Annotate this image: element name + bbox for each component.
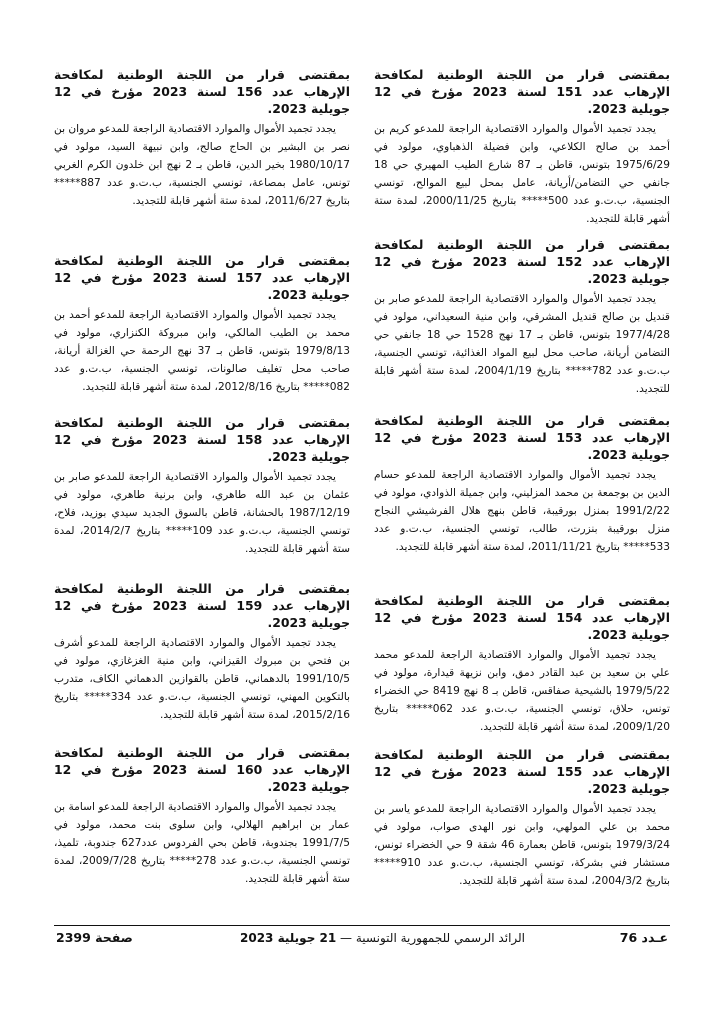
decision-body: يجدد تجميد الأموال والموارد الاقتصادية الراجعة للمدعو محمد علي بن سعيد بن عبد القادر دمق، وابن نزيهة قيدارة، مولود في 1979/5/22 بالشيحية صفاقس، قاطن بـ 8 نهج 8419 حي الخضراء تونس، حلاق، تونسي الجنسية، ب.ت.و عدد 062***** بتاريخ 2009/1/20، لمدة ستة أشهر قابلة للتجديد.	[374, 649, 670, 733]
decision-heading: بمقتضى قرار من اللجنة الوطنية لمكافحة الإرهاب عدد 154 لسنة 2023 مؤرخ في 12 جويلية 2023.	[374, 593, 671, 642]
decision-body: يجدد تجميد الأموال والموارد الاقتصادية الراجعة للمدعو كريم بن أحمد بن صالح الكلاعي، وابن فضيلة الذهباوي، مولود في 1975/6/29 بتونس، قاطن بـ 87 شارع الطيب المهيري حي 18 جانفي حي التضامن/أريانة، عامل بمحل لبيع الموالح، تونسي الجنسية، ب.ت.و عدد 500***** بتاريخ 2000/11/25، لمدة ستة أشهر قابلة للتجديد.	[374, 123, 670, 225]
decision-155	[374, 746, 670, 886]
decision-156	[54, 66, 350, 252]
decision-body: يجدد تجميد الأموال والموارد الاقتصادية الراجعة للمدعو ياسر بن محمد بن علي المولهي، وابن نور الهدى صواب، مولود في 1979/3/24 بتونس، قاطن بعمارة 46 شقة 9 حي الخضراء تونس، مستشار فني بشركة، تونسي الجنسية، ب.ت.و عدد 910***** بتاريخ 2004/3/2، لمدة ستة أشهر قابلة للتجديد.	[374, 803, 671, 887]
decision-159	[54, 580, 350, 744]
decision-heading: بمقتضى قرار من اللجنة الوطنية لمكافحة الإرهاب عدد 160 لسنة 2023 مؤرخ في 12 جويلية 2023.	[54, 745, 351, 794]
decision-body: يجدد تجميد الأموال والموارد الاقتصادية الراجعة للمدعو أشرف بن فتحي بن مبروك القيزاني، وابن منية الغزغازي، مولود في 1991/10/5 بالدهماني، قاطن بالقوازين الدهماني الكاف، متدرب بالتكوين المهني، تونسي الجنسية، ب.ت.و عدد 334***** بتاريخ 2015/2/16، لمدة ستة أشهر قابلة للتجديد.	[54, 637, 350, 721]
decision-heading: بمقتضى قرار من اللجنة الوطنية لمكافحة الإرهاب عدد 157 لسنة 2023 مؤرخ في 12 جويلية 2023.	[54, 253, 351, 302]
decision-158	[54, 414, 350, 580]
decision-154	[374, 592, 670, 746]
footer-publication-title	[240, 930, 525, 946]
decision-body: يجدد تجميد الأموال والموارد الاقتصادية الراجعة للمدعو مروان بن نصر بن البشير بن الحاج صالح، وابن نبيهة السيد، مولود في 1980/10/17 بخير الدين، قاطن بـ 2 نهج ابن خلدون الكرم الغربي تونس، عامل بمصاعة، تونسي الجنسية، ب.ت.و عدد 887***** بتاريخ 2011/6/27، لمدة ستة أشهر قابلة للتجديد.	[54, 123, 351, 207]
decision-heading: بمقتضى قرار من اللجنة الوطنية لمكافحة الإرهاب عدد 155 لسنة 2023 مؤرخ في 12 جويلية 2023.	[374, 747, 671, 796]
decision-heading: بمقتضى قرار من اللجنة الوطنية لمكافحة الإرهاب عدد 153 لسنة 2023 مؤرخ في 12 جويلية 2023.	[374, 413, 671, 462]
footer-date: 21 جويلية 2023	[240, 931, 337, 945]
decision-157	[54, 252, 350, 414]
decision-body: يجدد تجميد الأموال والموارد الاقتصادية الراجعة للمدعو حسام الدين بن بوجمعة بن محمد المزليني، وابن جميلة الذوادي، مولود في 1991/2/22 بمنزل بورقيبة، قاطن بنهج هلال الفرشيشي النجاح منزل بورقيبة بنزرت، طالب، تونسي الجنسية، ب.ت.و عدد 533***** بتاريخ 2011/11/21، لمدة ستة أشهر قابلة للتجديد.	[374, 469, 670, 553]
decision-body: يجدد تجميد الأموال والموارد الاقتصادية الراجعة للمدعو صابر بن قنديل بن صالح قنديل المشرقي، وابن منية السعيداني، مولود في 1977/4/28 بتونس، قاطن بـ 17 نهج 1528 حي 18 جانفي حي التضامن أريانة، صاحب محل لبيع المواد الغذائية، تونسي الجنسية، ب.ت.و عدد 782***** بتاريخ 2004/1/19، لمدة ستة أشهر قابلة للتجديد.	[374, 293, 670, 395]
decision-heading: بمقتضى قرار من اللجنة الوطنية لمكافحة الإرهاب عدد 156 لسنة 2023 مؤرخ في 12 جويلية 2023.	[54, 67, 351, 116]
footer-divider	[54, 925, 670, 926]
decision-body: يجدد تجميد الأموال والموارد الاقتصادية الراجعة للمدعو صابر بن عثمان بن عبد الله طاهري، وابن برنية طاهري، مولود في 1987/12/19 بالحشانة، قاطن بالسوق الجديد سيدي بوزيد، فلاح، تونسي الجنسية، ب.ت.و عدد 109***** بتاريخ 2014/2/7، لمدة ستة أشهر قابلة للتجديد.	[54, 471, 351, 555]
decision-body: يجدد تجميد الأموال والموارد الاقتصادية الراجعة للمدعو أحمد بن محمد بن الطيب المالكي، وابن مبروكة الكنزاري، مولود في 1979/8/13 بتونس، قاطن بـ 37 نهج الرحمة حي الغزالة أريانة، صاحب محل تغليف صالونات، تونسي الجنسية، ب.ت.و عدد 082***** بتاريخ 2012/8/16، لمدة ستة أشهر قابلة للتجديد.	[54, 309, 351, 393]
decision-body: يجدد تجميد الأموال والموارد الاقتصادية الراجعة للمدعو اسامة بن عمار بن ابراهيم الهلالي، وابن سلوى بنت محمد، مولود في 1991/7/5 بجندوبة، قاطن بحي الفردوس عدد627 جندوبة، تلميذ، تونسي الجنسية، ب.ت.و عدد 278***** بتاريخ 2009/7/28، لمدة ستة أشهر قابلة للتجديد.	[54, 801, 350, 885]
decision-153	[374, 412, 670, 592]
footer-publication-name: الرائد الرسمي للجمهورية التونسية —	[340, 931, 526, 945]
decision-151	[374, 66, 670, 236]
footer-issue-number: عـدد 76	[619, 930, 668, 945]
decision-heading: بمقتضى قرار من اللجنة الوطنية لمكافحة الإرهاب عدد 158 لسنة 2023 مؤرخ في 12 جويلية 2023.	[54, 415, 351, 464]
decision-152	[374, 236, 670, 412]
decision-heading: بمقتضى قرار من اللجنة الوطنية لمكافحة الإرهاب عدد 152 لسنة 2023 مؤرخ في 12 جويلية 2023.	[374, 237, 671, 286]
decision-heading: بمقتضى قرار من اللجنة الوطنية لمكافحة الإرهاب عدد 151 لسنة 2023 مؤرخ في 12 جويلية 2023.	[374, 67, 671, 116]
left-column	[54, 66, 350, 890]
footer-page-number: صفحة 2399	[56, 930, 133, 945]
decision-heading: بمقتضى قرار من اللجنة الوطنية لمكافحة الإرهاب عدد 159 لسنة 2023 مؤرخ في 12 جويلية 2023.	[54, 581, 351, 630]
decision-160	[54, 744, 350, 890]
right-column	[374, 66, 670, 886]
